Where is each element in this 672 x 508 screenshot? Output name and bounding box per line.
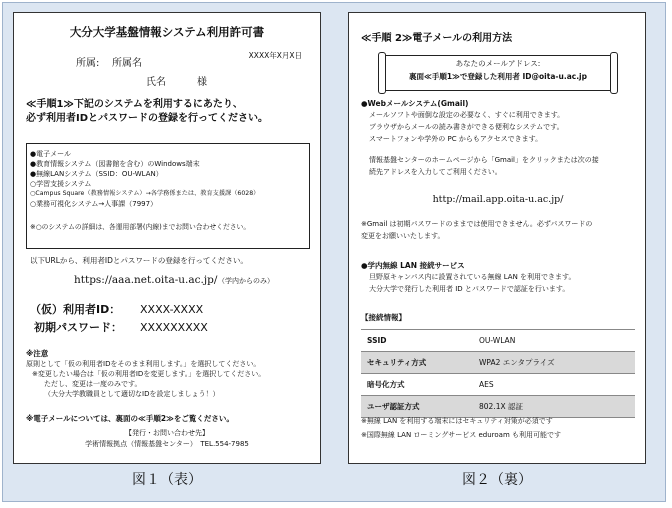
caution-line: ただし、変更は一度のみです。 — [44, 380, 142, 388]
registration-url[interactable]: https://aaa.net.oita-u.ac.jp/ — [74, 274, 218, 286]
webmail-line: スマートフォンや学外の PC からもアクセスできます。 — [369, 135, 543, 143]
issue-date: XXXX年X月X日 — [248, 51, 302, 60]
connection-table — [361, 329, 635, 418]
table-key: SSID — [361, 330, 473, 352]
name-label: 氏名 — [146, 77, 166, 88]
caution-line: （大分大学教職員として適切なIDを設定しましょう！） — [44, 390, 220, 398]
connection-heading: 【接続情報】 — [361, 313, 406, 322]
email-note: ※電子メールについては、裏面の≪手順2≫をご覧ください。 — [26, 414, 234, 423]
webmail-line: ブラウザからメールの読み書きができる便利なシステムです。 — [369, 123, 564, 131]
init-pw-value: XXXXXXXXX — [140, 321, 208, 334]
honorific: 様 — [197, 77, 207, 88]
front-title: 大分大学基盤情報システム利用許可書 — [69, 25, 265, 39]
affiliation-label: 所属: — [76, 58, 100, 69]
front-caption: 図１（表） — [132, 472, 202, 488]
table-value: AES — [473, 374, 635, 396]
step1-line2: 必ず利用者IDとパスワードの登録を行ってください。 — [26, 113, 269, 124]
issuer-line: 学術情報拠点（情報基盤センター） TEL.554-7985 — [85, 440, 249, 448]
wlan-heading: ●学内無線 LAN 接続サービス — [361, 261, 465, 270]
wlan-line: 旦野原キャンパス内に設置されている無線 LAN を利用できます。 — [369, 273, 576, 281]
step1-line1: ≪手順1≫下記のシステムを利用するにあたり、 — [26, 99, 243, 110]
temp-id-value: XXXX-XXXX — [140, 303, 204, 316]
url-scope-note: （学内からのみ） — [218, 277, 274, 285]
table-key: 暗号化方式 — [361, 374, 473, 396]
system-item: ●電子メール — [30, 150, 71, 158]
footnote: ※無線 LAN を利用する端末にはセキュリティ対策が必須です — [361, 417, 553, 425]
table-key: ユーザ認証方式 — [361, 396, 473, 418]
init-pw-label: 初期パスワード： — [34, 321, 122, 334]
table-row — [361, 396, 635, 418]
table-row — [361, 374, 635, 396]
gmail-url[interactable]: http://mail.app.oita-u.ac.jp/ — [432, 194, 564, 205]
gmail-note: 変更をお願いいたします。 — [361, 232, 445, 240]
access-line: 続先アドレスを入力してご利用ください。 — [369, 168, 502, 176]
gmail-note: ※Gmail は初期パスワードのままでは使用できません。必ずパスワードの — [361, 220, 593, 228]
system-item: ●無線LANシステム（SSID：OU-WLAN） — [30, 170, 163, 178]
system-item: ○業務可視化システム→人事課（7997） — [30, 200, 158, 208]
temp-id-label: （仮）利用者ID： — [30, 303, 121, 316]
caution-title: ※注意 — [26, 349, 49, 358]
webmail-line: メールソフトや面倒な設定の必要なく、すぐに利用できます。 — [369, 111, 565, 119]
issuer-line: 【発行・お問い合わせ先】 — [125, 429, 209, 437]
caution-line: 原則として「仮の利用者IDをそのまま利用します。」を選択してください。 — [26, 360, 261, 368]
system-item: ○学習支援システム — [30, 180, 92, 188]
webmail-heading: ●Webメールシステム(Gmail) — [361, 99, 469, 108]
systems-note: ※○のシステムの詳細は、各運用部署(内線)までお問い合わせください。 — [30, 223, 251, 231]
footnote: ※国際無線 LAN ローミングサービス eduroam も利用可能です — [361, 431, 562, 439]
table-value: OU-WLAN — [473, 330, 635, 352]
affiliation-value: 所属名 — [112, 58, 142, 69]
wlan-line: 大分大学で発行した利用者 ID とパスワードで認証を行います。 — [369, 285, 570, 293]
banner-line: 裏面≪手順1≫で登録した利用者 ID@oita-u.ac.jp — [408, 72, 587, 81]
table-value: 802.1X 認証 — [473, 396, 635, 418]
access-line: 情報基盤センターのホームページから「Gmail」をクリックまたは次の接 — [369, 156, 599, 164]
back-caption: 図２（裏） — [462, 472, 532, 488]
front-sheet — [13, 12, 321, 464]
url-intro: 以下URLから、利用者IDとパスワードの登録を行ってください。 — [30, 256, 248, 265]
table-row — [361, 330, 635, 352]
back-sheet — [348, 12, 646, 464]
table-key: セキュリティ方式 — [361, 352, 473, 374]
back-title: ≪手順 2≫電子メールの利用方法 — [361, 33, 513, 44]
caution-line: ※変更したい場合は「仮の利用者IDを変更します。」を選択してください。 — [32, 370, 266, 378]
table-row — [361, 352, 635, 374]
system-item: ○Campus Square（教務情報システム）→各学務係または、教育支援課（6028） — [30, 190, 260, 197]
banner-line: あなたのメールアドレス: — [455, 59, 541, 68]
table-value: WPA2 エンタプライズ — [473, 352, 635, 374]
system-item: ●教育情報システム（図書館を含む）のWindows端末 — [30, 160, 200, 168]
